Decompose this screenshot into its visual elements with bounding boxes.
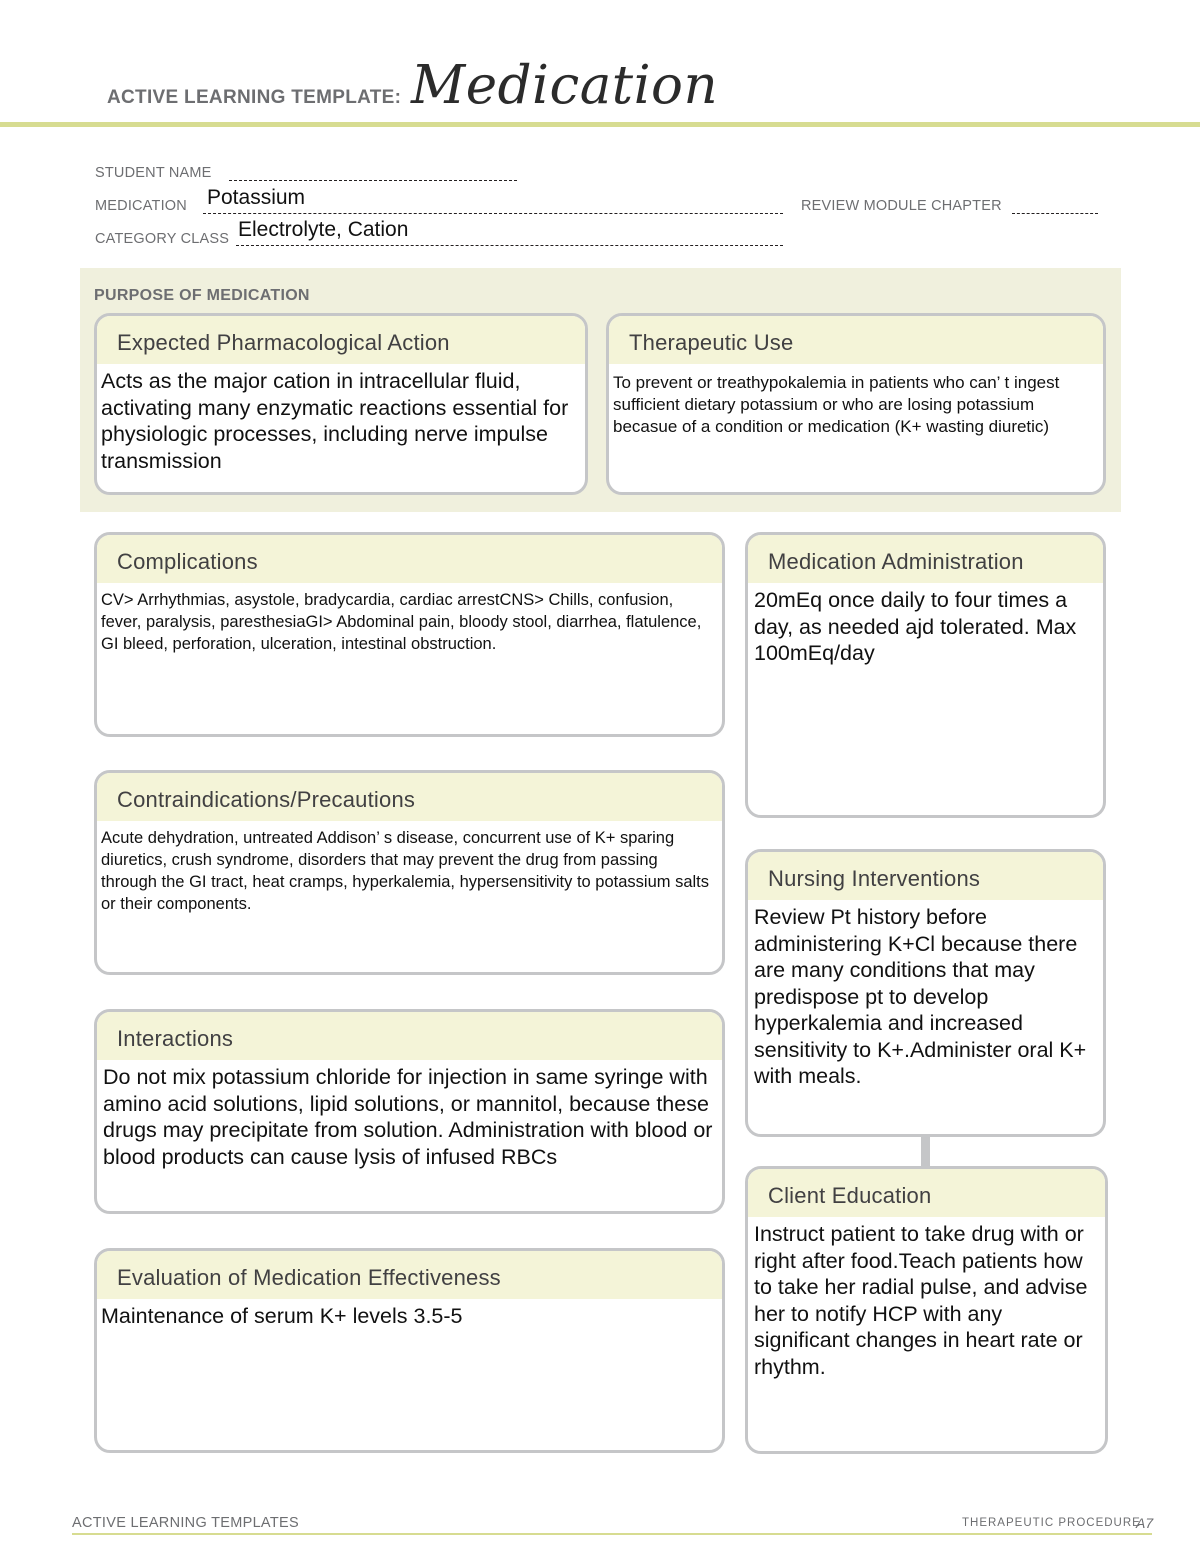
complications-text[interactable]: CV> Arrhythmias, asystole, bradycardia, cardiac arrestCNS> Chills, confusion, fever, paralysis, paresthesiaGI> Abdominal pain, bloody stool, diarrhea, flatulence, GI bleed, perforation, ulceration, intestinal obstruction. [101, 591, 702, 653]
category-class-value: Electrolyte, Cation [238, 218, 409, 241]
evaluation-box [94, 1248, 725, 1453]
medication-label: MEDICATION [95, 198, 187, 214]
expected-action-box [94, 313, 588, 495]
purpose-label: PURPOSE OF MEDICATION [94, 287, 310, 304]
interactions-text[interactable]: Do not mix potassium chloride for injection in same syringe with amino acid solutions, lipid solutions, or mannitol, because these drugs may precipitate from solution. Administration with blood or blood products can cause lysis of infused RBCs [103, 1065, 713, 1169]
footer-right-label: THERAPEUTIC PROCEDURE [962, 1517, 1141, 1529]
review-module-field[interactable] [1012, 213, 1098, 214]
category-class-label: CATEGORY CLASS [95, 231, 230, 247]
page-title: Medication [411, 55, 719, 116]
medication-value: Potassium [207, 186, 306, 209]
nursing-interventions-title: Nursing Interventions [748, 852, 1103, 900]
contraindications-box [94, 770, 725, 975]
client-education-box [745, 1166, 1108, 1454]
student-name-label: STUDENT NAME [95, 165, 212, 181]
evaluation-text[interactable]: Maintenance of serum K+ levels 3.5-5 [101, 1304, 463, 1328]
student-name-field[interactable] [229, 180, 517, 181]
administration-title: Medication Administration [748, 535, 1103, 583]
evaluation-title: Evaluation of Medication Effectiveness [97, 1251, 722, 1299]
administration-box [745, 532, 1106, 818]
client-education-text[interactable]: Instruct patient to take drug with or right after food.Teach patients how to take her radial pulse, and advise her to notify HCP with any significant changes in heart rate or rhythm. [754, 1222, 1088, 1379]
header-divider [0, 122, 1200, 127]
nursing-interventions-text[interactable]: Review Pt history before administering K+Cl because there are many conditions that may predispose pt to develop hyperkalemia and increased sensitivity to K+.Administer oral K+ with meals. [754, 905, 1087, 1088]
contraindications-title: Contraindications/Precautions [97, 773, 722, 821]
therapeutic-use-box [606, 313, 1106, 495]
nursing-interventions-box [745, 849, 1106, 1137]
administration-text[interactable]: 20mEq once daily to four times a day, as needed ajd tolerated. Max 100mEq/day [754, 588, 1077, 665]
category-class-field[interactable] [236, 245, 783, 246]
complications-title: Complications [97, 535, 722, 583]
review-module-label: REVIEW MODULE CHAPTER [801, 198, 1002, 214]
footer-left-label: ACTIVE LEARNING TEMPLATES [72, 1515, 299, 1531]
interactions-box [94, 1009, 725, 1214]
page-number: A7 [1136, 1515, 1154, 1531]
expected-action-title: Expected Pharmacological Action [97, 316, 585, 364]
footer-divider [72, 1533, 1152, 1535]
therapeutic-use-title: Therapeutic Use [609, 316, 1103, 364]
complications-box [94, 532, 725, 737]
interactions-title: Interactions [97, 1012, 722, 1060]
contraindications-text[interactable]: Acute dehydration, untreated Addison’ s disease, concurrent use of K+ sparing diuretics, crush syndrome, disorders that may prevent the drug from passing through the GI tract, heat cramps, hyperkalemia, hypersensitivity to potassium salts or their components. [101, 829, 710, 913]
client-education-title: Client Education [748, 1169, 1105, 1217]
expected-action-text[interactable]: Acts as the major cation in intracellular fluid, activating many enzymatic reactions essential for physiologic processes, including nerve impulse transmission [101, 369, 569, 473]
therapeutic-use-text[interactable]: To prevent or treathypokalemia in patients who can’ t ingest sufficient dietary potassium or who are losing potassium becasue of a condition or medication (K+ wasting diuretic) [613, 373, 1060, 436]
medication-field[interactable] [203, 213, 783, 214]
template-label: ACTIVE LEARNING TEMPLATE: [107, 87, 402, 108]
box-connector [921, 1136, 930, 1166]
